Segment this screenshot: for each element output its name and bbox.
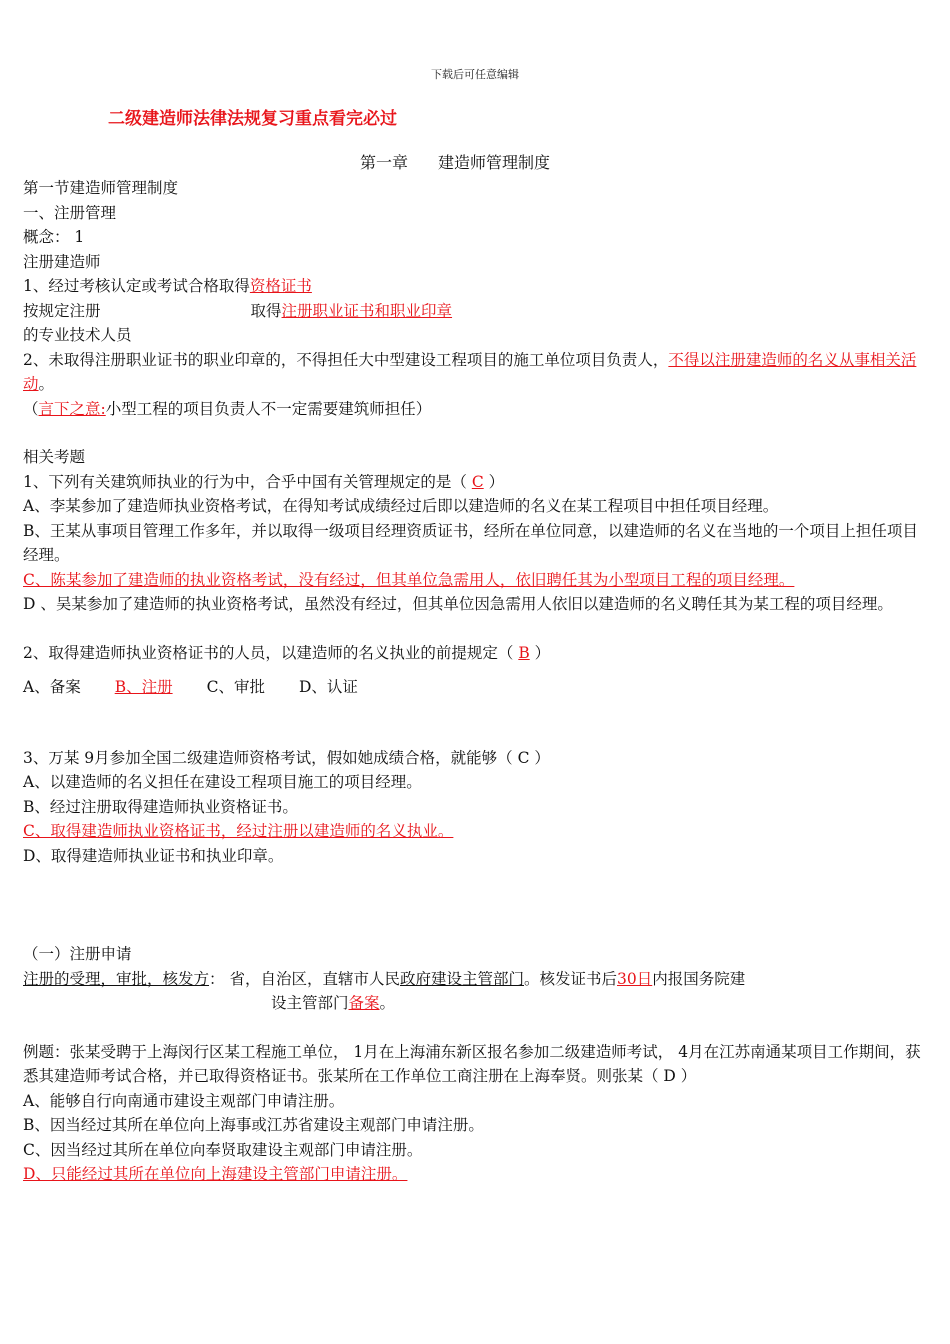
question-1-option-c: C、陈某参加了建造师的执业资格考试，没有经过，但其单位急需用人，依旧聘任其为小型项目工程的项目经理。 xyxy=(23,570,795,589)
question-1-stem: 1、下列有关建筑师执业的行为中，合乎中国有关管理规定的是（ C ） xyxy=(23,472,505,491)
highlight-qualification-cert: 资格证书 xyxy=(249,277,312,295)
question-3-option-a: A、以建造师的名义担任在建设工程项目施工的项目经理。 xyxy=(23,773,422,791)
question-1-option-a: A、李某参加了建造师执业资格考试，在得知考试成绩经过后即以建造师的名义在某工程项目中担任项目经理。 xyxy=(23,497,779,515)
note-line: （言下之意:小型工程的项目负责人不一定需要建筑师担任） xyxy=(23,399,432,418)
section-heading: 第一节建造师管理制度 xyxy=(23,179,179,197)
question-3-option-d: D、取得建造师执业证书和执业印章。 xyxy=(23,846,284,865)
highlight-registration-cert: 注册职业证书和职业印章 xyxy=(281,301,453,320)
registration-line-1: 注册的受理，审批，核发方： 省，自治区，直辖市人民政府建设主管部门。核发证书后30日内报国务院建 xyxy=(23,969,746,988)
question-2-option-a: A、备案 xyxy=(23,678,81,696)
registration-heading: （一）注册申请 xyxy=(23,945,132,963)
highlight-prohibition: 不得以注册建造师的名义从事相关活动 xyxy=(23,350,917,393)
question-3-option-b: B、经过注册取得建造师执业资格证书。 xyxy=(23,797,298,816)
question-3-stem: 3、万某 9月参加全国二级建造师资格考试，假如她成绩合格，就能够（ C ） xyxy=(23,748,550,767)
exam-section-heading: 相关考题 xyxy=(23,448,86,466)
definition-line-1: 1、经过考核认定或考试合格取得资格证书 xyxy=(23,277,312,295)
question-1-option-d: D 、吴某参加了建造师的执业资格考试，虽然没有经过，但其单位因急需用人依旧以建造师的名义聘任其为某工程的项目经理。 xyxy=(23,595,893,613)
question-1-option-b: B、王某从事项目管理工作多年，并以取得一级项目经理资质证书，经所在单位同意，以建造师的名义在当地的一个项目上担任项目经理。 xyxy=(23,521,918,564)
question-3-option-c: C、取得建造师执业资格证书，经过注册以建造师的名义执业。 xyxy=(23,822,454,840)
chapter-heading xyxy=(360,150,550,173)
question-2-answer: B xyxy=(518,643,530,662)
definition-line-2: 按规定注册 取得注册职业证书和职业印章 xyxy=(23,301,453,320)
question-2-options xyxy=(23,675,928,700)
concept-line: 概念： 1 xyxy=(23,228,85,246)
example-option-d: D、只能经过其所在单位向上海建设主管部门申请注册。 xyxy=(23,1165,408,1183)
term-line: 注册建造师 xyxy=(23,252,101,271)
registration-days: 30日 xyxy=(617,969,653,988)
subsection-heading: 一、注册管理 xyxy=(23,203,117,222)
definition-line-3: 的专业技术人员 xyxy=(23,326,132,344)
highlight-implication: 言下之意: xyxy=(38,399,106,418)
question-1-answer: C xyxy=(471,472,484,491)
example-option-a: A、能够自行向南通市建设主观部门申请注册。 xyxy=(23,1091,345,1110)
rule-line: 2、未取得注册职业证书的职业印章的，不得担任大中型建设工程项目的施工单位项目负责人，不得以注册建造师的名义从事相关活动。 xyxy=(23,350,917,393)
example-option-b: B、因当经过其所在单位向上海事或江苏省建设主观部门申请注册。 xyxy=(23,1116,484,1134)
example-stem: 例题：张某受聘于上海闵行区某工程施工单位， 1月在上海浦东新区报名参加二级建造师考试， 4月在江苏南通某项目工作期间，获悉其建造师考试合格，并已取得资格证书。张某所在工作单位工商注册在上海奉贤。则张某（ D ） xyxy=(23,1042,921,1085)
question-2-stem: 2、取得建造师执业资格证书的人员，以建造师的名义执业的前提规定（ B ） xyxy=(23,643,551,662)
document-title: 二级建造师法律法规复习重点看完必过 xyxy=(108,109,397,129)
chapter-name: 建造师管理制度 xyxy=(438,153,551,172)
question-2-option-b: B、注册 xyxy=(114,678,173,696)
header-note: 下载后可任意编辑 xyxy=(431,68,519,81)
registration-line-2: 设主管部门备案。 xyxy=(271,994,396,1012)
question-2-option-c: C、审批 xyxy=(206,678,265,696)
chapter-number: 第一章 xyxy=(360,153,409,172)
example-option-c: C、因当经过其所在单位向奉贤取建设主观部门申请注册。 xyxy=(23,1140,423,1159)
document-body xyxy=(23,176,928,1187)
registration-filing: 备案 xyxy=(348,994,380,1012)
question-2-option-d: D、认证 xyxy=(298,678,358,696)
